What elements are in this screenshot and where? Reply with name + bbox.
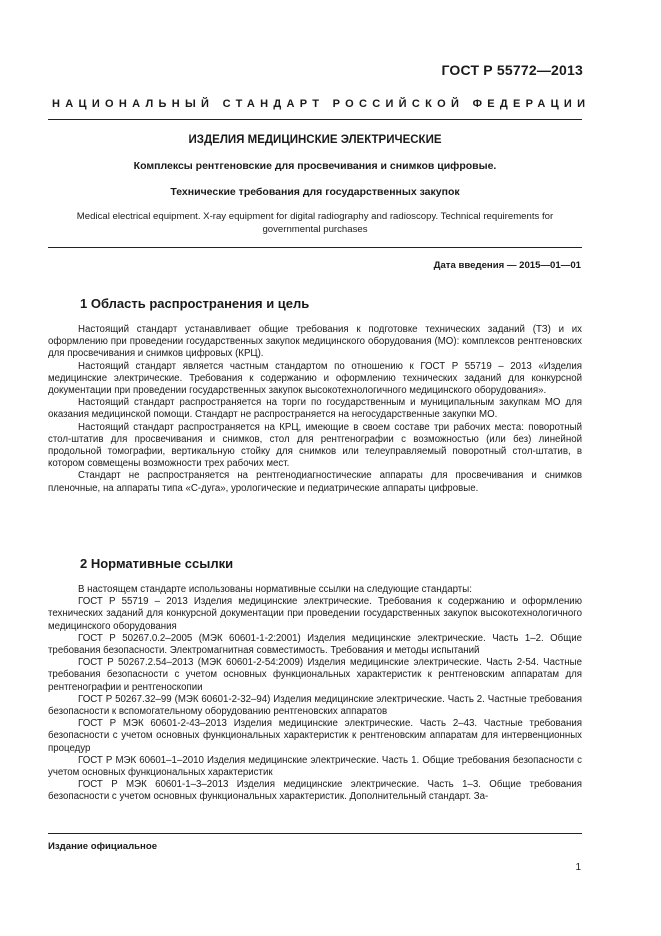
paragraph: Настоящий стандарт распространяется на торги по государственным и муниципальным закупкам МО для оказания медицинской помощи. Стандарт не распространяется на негосударственные закупки МО. bbox=[48, 397, 582, 421]
gost-code: ГОСТ Р 55772—2013 bbox=[441, 62, 583, 78]
document-title: ИЗДЕЛИЯ МЕДИЦИНСКИЕ ЭЛЕКТРИЧЕСКИЕ bbox=[188, 134, 442, 146]
reference-item: ГОСТ Р МЭК 60601–1–2010 Изделия медицинские электрические. Часть 1. Общие требования безопасности с учетом основных функциональных характеристик bbox=[48, 754, 582, 779]
english-title: Medical electrical equipment. X-ray equipment for digital radiography and radioscopy. Technical requirements for governmental purchases bbox=[76, 211, 554, 235]
reference-item: ГОСТ Р МЭК 60601-2-43–2013 Изделия медицинские электрические. Часть 2–43. Частные требования безопасности с учетом основных функциональных характеристик к рентгеновским аппаратам для интервенционных процедур bbox=[48, 718, 582, 754]
reference-item: ГОСТ Р 50267.2.54–2013 (МЭК 60601-2-54:2009) Изделия медицинские электрические. Часть 2-54. Частные требования безопасности с учетом основных функциональных характеристик к рентгеновским аппаратам для рентгенографии и рентгеноскопии bbox=[48, 657, 582, 693]
section-2-body bbox=[48, 584, 582, 804]
reference-item: ГОСТ Р МЭК 60601-1–3–2013 Изделия медицинские электрические. Часть 1–3. Общие требования безопасности с учетом основных функциональных характеристик. Дополнительный стандарт. За- bbox=[48, 779, 582, 803]
title-divider bbox=[48, 247, 582, 248]
document-subtitle-2: Технические требования для государственных закупок bbox=[170, 186, 460, 198]
header-divider bbox=[48, 119, 582, 120]
paragraph: Настоящий стандарт распространяется на КРЦ, имеющие в своем составе три рабочих места: поворотный стол-штатив для просвечивания и снимков, стол для рентгенографии с возможностью (или без) линейной продольной томографии, вертикальную стойку для снимков или телеуправляемый поворотный стол-штатив, в котором совмещены возможности трех рабочих мест. bbox=[48, 421, 582, 470]
page-number: 1 bbox=[575, 862, 581, 873]
paragraph: Стандарт не распространяется на рентгенодиагностические аппараты для просвечивания и снимков пленочные, на аппараты типа «С-дуга», урологические и педиатрические аппараты цифровые. bbox=[48, 470, 582, 494]
reference-item: ГОСТ Р 50267.0.2–2005 (МЭК 60601-1-2:2001) Изделия медицинские электрические. Часть 1–2. Общие требования безопасности. Электромагнитная совместимость. Требования и методы испытаний bbox=[48, 632, 582, 657]
national-standard-banner: НАЦИОНАЛЬНЫЙ СТАНДАРТ РОССИЙСКОЙ ФЕДЕРАЦИИ bbox=[52, 98, 591, 110]
section-2-heading: 2 Нормативные ссылки bbox=[80, 556, 234, 571]
reference-item: ГОСТ Р 55719 – 2013 Изделия медицинские электрические. Требования к содержанию и оформлению технических заданий для конкурсной документации при проведении государственных закупок высокотехнологичного медицинского оборудования bbox=[48, 596, 582, 632]
paragraph: В настоящем стандарте использованы нормативные ссылки на следующие стандарты: bbox=[78, 584, 472, 595]
paragraph: Настоящий стандарт является частным стандартом по отношению к ГОСТ Р 55719 – 2013 «Изделия медицинские электрические. Требования к содержанию и оформлению технических заданий для конкурсной документации при проведении государственных закупок высокотехнологичного медицинского оборудования». bbox=[48, 360, 582, 397]
section-1-body bbox=[48, 324, 582, 495]
document-subtitle-1: Комплексы рентгеновские для просвечивания и снимков цифровые. bbox=[133, 160, 497, 172]
paragraph: Настоящий стандарт устанавливает общие требования к подготовке технических заданий (ТЗ) и их оформлению при проведении государственных закупок медицинского оборудования (МО): комплексов рентгеновских для просвечивания и снимков цифровых (КРЦ). bbox=[48, 324, 582, 360]
edition-label: Издание официальное bbox=[48, 841, 158, 852]
footer-divider bbox=[48, 833, 582, 834]
introduction-date: Дата введения — 2015—01—01 bbox=[433, 260, 581, 271]
reference-item: ГОСТ Р 50267.32–99 (МЭК 60601-2-32–94) Изделия медицинские электрические. Часть 2. Частные требования безопасности к вспомогательному оборудованию рентгеновских аппаратов bbox=[48, 693, 582, 718]
section-1-heading: 1 Область распространения и цель bbox=[80, 296, 310, 311]
